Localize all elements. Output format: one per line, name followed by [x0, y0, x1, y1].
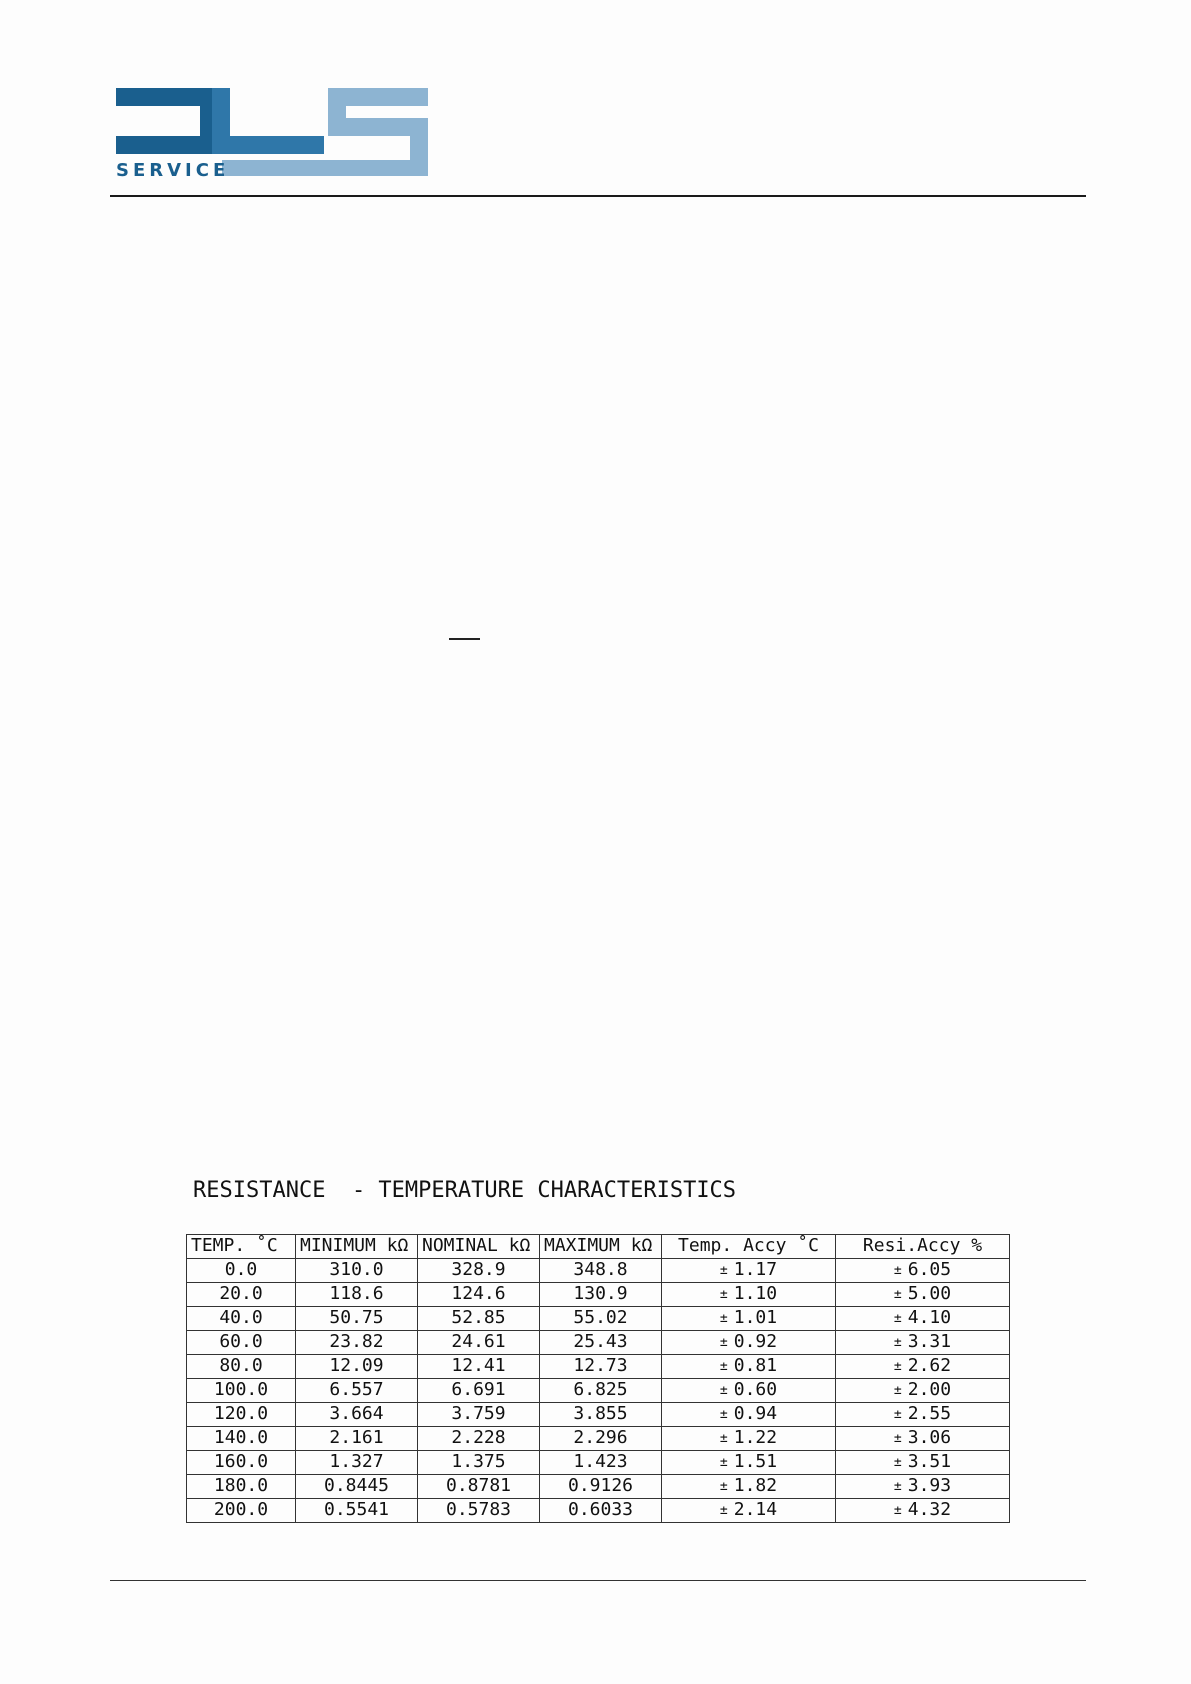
- logo-s-shape: [222, 88, 428, 176]
- cell-resistance-accuracy: [836, 1450, 1010, 1474]
- cell-temp-accuracy: [662, 1306, 836, 1330]
- cell-temp-accuracy: [662, 1450, 836, 1474]
- accuracy-value: 1.01: [733, 1306, 778, 1328]
- cell-nominal: 52.85: [418, 1306, 540, 1330]
- accuracy-value: 0.94: [733, 1402, 778, 1424]
- accuracy-value: 4.32: [907, 1498, 952, 1520]
- cell-temp-accuracy: [662, 1330, 836, 1354]
- accuracy-value: 2.55: [907, 1402, 952, 1424]
- accuracy-value: 0.81: [733, 1354, 778, 1376]
- cell-temp: 40.0: [187, 1306, 296, 1330]
- table-row: [187, 1258, 1010, 1282]
- cell-maximum: 0.6033: [540, 1498, 662, 1522]
- cell-minimum: 0.5541: [296, 1498, 418, 1522]
- table-row: [187, 1474, 1010, 1498]
- cell-temp: 200.0: [187, 1498, 296, 1522]
- cell-temp: 140.0: [187, 1426, 296, 1450]
- cell-maximum: 6.825: [540, 1378, 662, 1402]
- cell-temp: 180.0: [187, 1474, 296, 1498]
- cell-temp-accuracy: [662, 1378, 836, 1402]
- cell-resistance-accuracy: [836, 1498, 1010, 1522]
- resistance-temperature-table: [186, 1234, 1010, 1523]
- cell-minimum: 0.8445: [296, 1474, 418, 1498]
- plus-minus-symbol: ±: [719, 1406, 728, 1422]
- header-temp: TEMP. ˚C: [187, 1235, 296, 1259]
- accuracy-value: 3.51: [907, 1450, 952, 1472]
- plus-minus-symbol: ±: [719, 1502, 728, 1518]
- cell-nominal: 328.9: [418, 1258, 540, 1282]
- cell-resistance-accuracy: [836, 1306, 1010, 1330]
- table-row: [187, 1354, 1010, 1378]
- plus-minus-symbol: ±: [719, 1382, 728, 1398]
- cell-nominal: 12.41: [418, 1354, 540, 1378]
- cell-temp: 120.0: [187, 1402, 296, 1426]
- cell-nominal: 124.6: [418, 1282, 540, 1306]
- accuracy-value: 2.14: [733, 1498, 778, 1520]
- cell-maximum: 55.02: [540, 1306, 662, 1330]
- cell-temp: 80.0: [187, 1354, 296, 1378]
- plus-minus-symbol: ±: [719, 1358, 728, 1374]
- cell-maximum: 25.43: [540, 1330, 662, 1354]
- header-maximum: MAXIMUM kΩ: [540, 1235, 662, 1259]
- section-title: RESISTANCE - TEMPERATURE CHARACTERISTICS: [193, 1178, 737, 1203]
- cell-nominal: 0.5783: [418, 1498, 540, 1522]
- cell-minimum: 118.6: [296, 1282, 418, 1306]
- cell-temp: 100.0: [187, 1378, 296, 1402]
- cell-resistance-accuracy: [836, 1378, 1010, 1402]
- table-row: [187, 1402, 1010, 1426]
- logo-wordmark: SERVICE: [116, 160, 230, 181]
- cell-minimum: 23.82: [296, 1330, 418, 1354]
- table-row: [187, 1498, 1010, 1522]
- accuracy-value: 1.22: [733, 1426, 778, 1448]
- cell-maximum: 348.8: [540, 1258, 662, 1282]
- cell-resistance-accuracy: [836, 1474, 1010, 1498]
- cell-resistance-accuracy: [836, 1354, 1010, 1378]
- plus-minus-symbol: ±: [893, 1454, 902, 1470]
- accuracy-value: 1.17: [733, 1258, 778, 1280]
- cell-temp-accuracy: [662, 1354, 836, 1378]
- cell-minimum: 310.0: [296, 1258, 418, 1282]
- cell-minimum: 12.09: [296, 1354, 418, 1378]
- cell-nominal: 24.61: [418, 1330, 540, 1354]
- cell-temp: 60.0: [187, 1330, 296, 1354]
- plus-minus-symbol: ±: [893, 1334, 902, 1350]
- accuracy-value: 3.93: [907, 1474, 952, 1496]
- cell-maximum: 1.423: [540, 1450, 662, 1474]
- cell-resistance-accuracy: [836, 1330, 1010, 1354]
- plus-minus-symbol: ±: [893, 1382, 902, 1398]
- cell-nominal: 2.228: [418, 1426, 540, 1450]
- cell-maximum: 12.73: [540, 1354, 662, 1378]
- cell-temp: 20.0: [187, 1282, 296, 1306]
- cell-maximum: 0.9126: [540, 1474, 662, 1498]
- cell-minimum: 2.161: [296, 1426, 418, 1450]
- accuracy-value: 3.31: [907, 1330, 952, 1352]
- plus-minus-symbol: ±: [893, 1406, 902, 1422]
- accuracy-value: 1.82: [733, 1474, 778, 1496]
- cell-maximum: 2.296: [540, 1426, 662, 1450]
- cell-nominal: 3.759: [418, 1402, 540, 1426]
- cell-temp-accuracy: [662, 1426, 836, 1450]
- cell-temp: 0.0: [187, 1258, 296, 1282]
- cell-nominal: 1.375: [418, 1450, 540, 1474]
- cell-minimum: 6.557: [296, 1378, 418, 1402]
- accuracy-value: 5.00: [907, 1282, 952, 1304]
- cell-nominal: 6.691: [418, 1378, 540, 1402]
- plus-minus-symbol: ±: [719, 1454, 728, 1470]
- table-row: [187, 1426, 1010, 1450]
- header-resistance-accuracy: Resi.Accy %: [836, 1235, 1010, 1259]
- plus-minus-symbol: ±: [719, 1430, 728, 1446]
- cell-maximum: 3.855: [540, 1402, 662, 1426]
- cell-minimum: 3.664: [296, 1402, 418, 1426]
- cell-maximum: 130.9: [540, 1282, 662, 1306]
- cell-resistance-accuracy: [836, 1282, 1010, 1306]
- header-temp-accuracy: Temp. Accy ˚C: [662, 1235, 836, 1259]
- cell-minimum: 1.327: [296, 1450, 418, 1474]
- plus-minus-symbol: ±: [893, 1286, 902, 1302]
- logo-d-shape: [116, 88, 218, 154]
- table-header-row: [187, 1235, 1010, 1259]
- plus-minus-symbol: ±: [893, 1430, 902, 1446]
- accuracy-value: 1.51: [733, 1450, 778, 1472]
- table-row: [187, 1330, 1010, 1354]
- accuracy-value: 3.06: [907, 1426, 952, 1448]
- accuracy-value: 2.00: [907, 1378, 952, 1400]
- plus-minus-symbol: ±: [893, 1358, 902, 1374]
- cell-temp-accuracy: [662, 1474, 836, 1498]
- accuracy-value: 0.92: [733, 1330, 778, 1352]
- header-divider: [110, 195, 1086, 197]
- cell-temp-accuracy: [662, 1258, 836, 1282]
- table-row: [187, 1450, 1010, 1474]
- accuracy-value: 0.60: [733, 1378, 778, 1400]
- plus-minus-symbol: ±: [893, 1502, 902, 1518]
- plus-minus-symbol: ±: [893, 1478, 902, 1494]
- logo-l-shape: [212, 88, 324, 154]
- dash-mark: [449, 638, 480, 640]
- accuracy-value: 4.10: [907, 1306, 952, 1328]
- cell-resistance-accuracy: [836, 1426, 1010, 1450]
- plus-minus-symbol: ±: [893, 1310, 902, 1326]
- cell-minimum: 50.75: [296, 1306, 418, 1330]
- cell-resistance-accuracy: [836, 1258, 1010, 1282]
- header-minimum: MINIMUM kΩ: [296, 1235, 418, 1259]
- plus-minus-symbol: ±: [719, 1478, 728, 1494]
- accuracy-value: 2.62: [907, 1354, 952, 1376]
- plus-minus-symbol: ±: [893, 1262, 902, 1278]
- cell-resistance-accuracy: [836, 1402, 1010, 1426]
- cell-temp-accuracy: [662, 1282, 836, 1306]
- header-nominal: NOMINAL kΩ: [418, 1235, 540, 1259]
- plus-minus-symbol: ±: [719, 1334, 728, 1350]
- accuracy-value: 6.05: [907, 1258, 952, 1280]
- footer-divider: [110, 1580, 1086, 1581]
- accuracy-value: 1.10: [733, 1282, 778, 1304]
- table-row: [187, 1282, 1010, 1306]
- cell-temp-accuracy: [662, 1402, 836, 1426]
- plus-minus-symbol: ±: [719, 1286, 728, 1302]
- plus-minus-symbol: ±: [719, 1310, 728, 1326]
- table-body: [187, 1258, 1010, 1522]
- cell-nominal: 0.8781: [418, 1474, 540, 1498]
- table-row: [187, 1378, 1010, 1402]
- cell-temp-accuracy: [662, 1498, 836, 1522]
- plus-minus-symbol: ±: [719, 1262, 728, 1278]
- table-row: [187, 1306, 1010, 1330]
- cell-temp: 160.0: [187, 1450, 296, 1474]
